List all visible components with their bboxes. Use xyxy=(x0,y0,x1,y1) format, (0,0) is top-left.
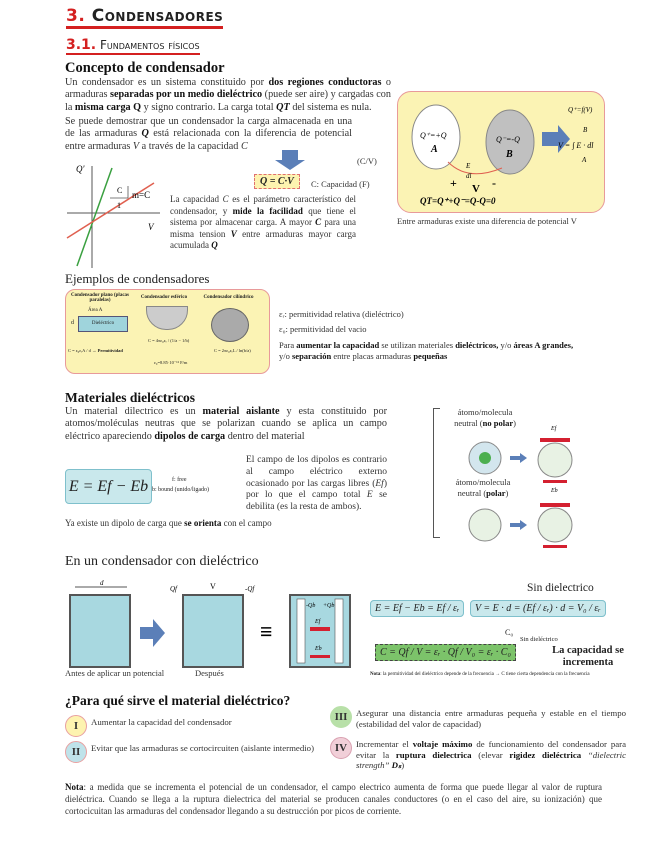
chapter-heading xyxy=(66,6,223,29)
c-label: C xyxy=(117,186,123,195)
y-axis-label: Q' xyxy=(76,164,85,174)
text-run: misma carga Q xyxy=(74,101,142,113)
bound-neg-layer xyxy=(297,599,305,663)
eb-label: Eb xyxy=(315,646,322,652)
eps-r-note: εᵣ: permitividad relativa (dieléctrico) xyxy=(279,309,404,319)
text-run: El campo de los dipolos es contrario al campo eléctrico externo ocasionado por las cargas libres ( xyxy=(246,455,387,489)
section-heading xyxy=(66,38,200,55)
c0-label: C₀ xyxy=(505,628,514,637)
sphere-figure xyxy=(146,306,188,330)
text-run: polar xyxy=(486,487,506,498)
text-run: dipolos de carga xyxy=(154,430,226,442)
con-dielectrico-title: En un condensador con dieléctrico xyxy=(65,554,259,569)
text-run: (puede ser aire) y cargadas con la xyxy=(65,89,391,113)
eps0-value: ε₀=8.85·10⁻¹² F/m xyxy=(154,360,188,365)
ef-label: Ef xyxy=(551,426,557,432)
plane-formula xyxy=(68,348,123,353)
text-run: Nota xyxy=(65,782,84,792)
right-arrow-icon xyxy=(140,619,165,647)
capacity-increase-label: La capacidad se incrementa xyxy=(552,645,624,668)
eq-voltage xyxy=(470,603,606,614)
text-run: no polar xyxy=(482,417,514,428)
armaduras-caption: Entre armaduras existe una diferencia de potencial V xyxy=(397,216,577,226)
field-formula: E = Ef − Eb xyxy=(65,469,152,504)
use-item-text xyxy=(356,708,626,729)
sin-dielectrico-small: Sin dieléctrico xyxy=(520,636,558,643)
text-run: C xyxy=(222,194,229,204)
spherical-capacitor-label: Condensador esférico xyxy=(140,295,188,300)
text-run: : a medida que se incrementa el potencial de un condensador, el campo electrico aumenta de forma que puede llegar al valor de ruptura dieléctrica. Cuando se llega a la ruptura dielectrica del material se producen canales conductores (o en el caso del aire, su ionización) que cortocicuitan las armaduras del condensador llegando a su destrucción por picos de corriente. xyxy=(65,782,602,816)
text-run: pequeñas xyxy=(413,350,448,361)
charge-b-label: Q⁻=-Q xyxy=(496,135,520,144)
cylinder-formula: C = 2πε₀εᵣL / ln(b/a) xyxy=(214,348,251,353)
eb-arrow xyxy=(543,480,567,483)
bound-note: b: bound (unido/ligado) xyxy=(152,487,209,493)
text-run: de funcionamiento del condensador para evitar la xyxy=(356,739,626,760)
materiales-title: Materiales dieléctricos xyxy=(65,390,196,405)
oriented-polar-atom xyxy=(538,508,572,542)
text-run: Incrementar el xyxy=(356,739,413,749)
q-cv-formula: Q = C·V xyxy=(254,174,300,189)
plane-formula-text: C = ε₀εᵣA / d xyxy=(68,348,91,353)
text-run: ) xyxy=(513,417,516,428)
polar-atom xyxy=(469,509,501,541)
text-run: entre placas armaduras xyxy=(331,350,414,361)
x-axis-label: V xyxy=(148,222,154,232)
roman-numeral-badge: I xyxy=(65,715,87,737)
text-run: átomo/molecula neutral ( xyxy=(455,477,511,498)
materiales-para-2 xyxy=(246,455,387,514)
a-label: A xyxy=(431,144,438,155)
free-note: f: free xyxy=(172,477,187,483)
e-label: E xyxy=(466,162,471,170)
text-run: ruptura dielectrica xyxy=(395,749,472,760)
note-text: : la permitividad del dieléctrico depende de la frecuencia → C tiene cierta dependencia con la frecuencia xyxy=(380,672,590,677)
chapter-number: 3. xyxy=(66,6,86,26)
text-run: dos regiones conductoras xyxy=(268,77,382,88)
section-title: Fundamentos físicos xyxy=(99,38,200,52)
text-run: y/o xyxy=(498,340,514,350)
text-run: dentro del material xyxy=(225,430,305,442)
polarized-atom xyxy=(538,443,572,477)
text-run: que tiene el sistema por almacenar carga. A mayor xyxy=(170,205,356,227)
total-charge-label: QT=Q⁺+Q⁻=Q-Q=0 xyxy=(420,196,496,206)
text-run: se utilizan materiales xyxy=(379,340,456,350)
charge-a-label: Q⁺=+Q xyxy=(420,131,447,140)
text-run: entre armaduras mayor carga acumulada xyxy=(170,228,356,250)
concepto-para-1 xyxy=(65,77,391,114)
qf-label: Qf xyxy=(170,585,177,593)
text-run: Q xyxy=(141,128,149,140)
section-number: 3.1. xyxy=(66,37,97,53)
eq-field-text: E = Ef − Eb = Ef / εᵣ xyxy=(370,600,464,617)
ef-arrow-2 xyxy=(540,503,570,507)
armaduras-diagram xyxy=(397,91,605,213)
d-label: d xyxy=(71,320,74,326)
text-run: mide la facilidad xyxy=(232,205,303,216)
roman-numeral-badge: III xyxy=(330,706,352,728)
nucleus xyxy=(479,452,491,464)
before-caption: Antes de aplicar un potencial xyxy=(65,668,165,678)
bracket xyxy=(433,408,440,538)
text-run: E xyxy=(366,490,373,501)
d-label: d xyxy=(100,579,104,587)
text-run: ) por lo que el campo total xyxy=(246,478,387,501)
text-run: Se puede demostrar que un condensador la carga almacenada en una de las armaduras xyxy=(65,116,352,140)
text-run: Evitar que las armaduras se cortocircuiten (aislante intermedio) xyxy=(91,743,315,753)
green-line xyxy=(77,168,112,266)
frequency-note xyxy=(370,672,590,677)
text-run: y signo contrario. La carga total xyxy=(141,101,277,113)
text-run: Asegurar una distancia entre armaduras pequeña y estable en el tiempo (estabilidad del valor de capacidad) xyxy=(356,708,626,729)
ef-label: Ef xyxy=(315,619,321,625)
text-run: está relacionada con la diferencia de potencial entre armaduras xyxy=(65,128,352,152)
v-label: V xyxy=(472,183,480,195)
text-run: separación xyxy=(292,350,332,361)
units-label: (C/V) xyxy=(357,156,377,166)
text-run: o armaduras xyxy=(65,77,391,101)
equivalence-sign: ≡ xyxy=(260,619,273,644)
text-run: con el campo xyxy=(221,518,272,528)
text-run: Ya existe un dipolo de carga que xyxy=(65,518,185,528)
cylinder-figure xyxy=(211,308,249,342)
eq-capacity-text: C = Qf / V = εᵣ · Qf / V₀ = εᵣ · C₀ xyxy=(375,644,516,661)
uses-title: ¿Para qué sirve el material dieléctrico? xyxy=(65,693,291,708)
text-run: material aislante xyxy=(202,406,280,417)
text-run: QT xyxy=(276,101,290,113)
text-run: V xyxy=(230,228,237,239)
slope-label: m=C xyxy=(132,190,151,200)
text-run: y esta constituido por atomos/moléculas neutras que se polarizan cuando se aplica un campo eléctrico apareciendo xyxy=(65,406,387,442)
concepto-para-3 xyxy=(170,194,356,252)
text-run: Un material dilectrico es un xyxy=(65,406,203,417)
text-run: áreas A grandes, xyxy=(513,340,574,350)
text-run: (elevar xyxy=(471,749,510,760)
ef-arrow xyxy=(540,438,570,442)
text-run: V xyxy=(132,140,140,152)
text-run: Un condensador es un sistema constituido por xyxy=(65,77,269,88)
eb-arrow-2 xyxy=(543,545,567,548)
after-caption: Después xyxy=(195,668,224,678)
integral-top-limit: B xyxy=(583,126,588,134)
text-run: Para xyxy=(279,340,297,350)
text-run: átomo/molecula neutral ( xyxy=(454,407,513,428)
roman-numeral-badge: II xyxy=(65,741,87,763)
ejemplos-box xyxy=(65,289,270,374)
before-capacitor xyxy=(70,595,130,667)
capacitor-dielectric-figure xyxy=(65,577,365,672)
text-run: Ef xyxy=(375,478,384,489)
integral-bottom-limit: A xyxy=(582,156,587,164)
down-arrow-icon xyxy=(282,150,298,160)
eq-voltage-text: V = E · d = (Ef / εᵣ) · d = V₀ / εᵣ xyxy=(470,600,606,617)
neg-qb-label: -Qb xyxy=(306,603,316,609)
neg-qf-label: -Qf xyxy=(245,585,255,593)
use-item-text xyxy=(91,717,351,728)
text-run: se orienta xyxy=(184,518,222,528)
plane-capacitor-label: Condensador plano (placas paralelas) xyxy=(71,293,129,303)
atom-polarization-figure xyxy=(455,410,590,550)
text-run: Dₛ xyxy=(391,760,402,770)
capacity-label: C: Capacidad (F) xyxy=(311,179,370,189)
text-run: para una misma tension xyxy=(170,217,357,239)
v-label: V xyxy=(210,582,216,591)
text-run: a través de la capacidad xyxy=(139,140,241,152)
text-run: del sistema es nula. xyxy=(289,101,372,113)
q-v-graph xyxy=(62,158,162,270)
concepto-para-2 xyxy=(65,116,352,153)
eb-label: Eb xyxy=(551,488,558,494)
plane-capacitor-figure: Dieléctrico xyxy=(78,316,128,332)
ejemplos-para xyxy=(279,340,579,361)
arrow-icon-2 xyxy=(510,520,527,530)
integral-formula: V = ∫ E · dl xyxy=(558,141,594,150)
arrow-icon xyxy=(510,453,527,463)
ejemplos-title: Ejemplos de condensadores xyxy=(65,271,210,286)
text-run: “dielectric strength” xyxy=(356,749,626,770)
text-run: Q xyxy=(211,240,218,250)
bound-pos-layer xyxy=(335,599,343,663)
eb-arrow xyxy=(310,655,330,658)
minus-label: - xyxy=(492,176,496,190)
cylindrical-capacitor-label: Condensador cilíndrico xyxy=(203,295,254,300)
b-label: B xyxy=(506,149,513,160)
eq-capacity xyxy=(375,647,516,658)
armaduras-svg xyxy=(398,92,604,212)
area-label: Área A xyxy=(88,308,103,313)
eps-0-note: ε₀: permitividad del vacio xyxy=(279,324,367,334)
after-capacitor xyxy=(183,595,243,667)
chapter-title: Condensadores xyxy=(91,6,224,26)
text-run: dieléctricos, xyxy=(455,340,499,350)
text-run: ) xyxy=(401,760,405,770)
one-label: 1 xyxy=(117,201,121,210)
roman-numeral-badge: IV xyxy=(330,737,352,759)
note-label: Nota xyxy=(370,672,381,677)
text-run: aumentar la capacidad xyxy=(296,340,380,350)
use-item-text xyxy=(356,739,626,771)
plus-label: + xyxy=(450,176,457,190)
down-arrow-head-icon xyxy=(275,160,305,170)
sphere-formula: C = 4πε₀εᵣ / (1/a − 1/b) xyxy=(148,338,190,343)
ef-arrow xyxy=(310,627,330,631)
pos-qb-label: +Qb xyxy=(323,603,335,609)
text-run: se debilita (es la resta de ambos). xyxy=(246,490,387,513)
q-function-label: Q⁺=f(V) xyxy=(568,106,593,114)
text-run: ) xyxy=(505,487,509,498)
permitivity-label: → Permitividad xyxy=(92,348,123,353)
concepto-title: Concepto de condensador xyxy=(65,60,225,76)
text-run: separadas por un medio dieléctrico xyxy=(110,89,263,101)
dl-label: dl xyxy=(466,172,472,180)
use-item-text xyxy=(91,743,351,754)
text-run: es el parámetro característico del condensador, y xyxy=(170,194,357,216)
nota-paragraph xyxy=(65,782,602,817)
text-run: C xyxy=(315,217,322,227)
materiales-para-3 xyxy=(65,518,272,529)
text-run: rigidez dieléctrica xyxy=(509,749,582,760)
eq-field xyxy=(370,603,464,614)
text-run: C xyxy=(240,140,248,152)
sin-dielectrico-label: Sin dielectrico xyxy=(527,582,594,594)
materiales-para-1 xyxy=(65,406,387,443)
text-run: voltaje máximo xyxy=(412,739,473,749)
text-run: La capacidad xyxy=(170,194,223,204)
text-run: Aumentar la capacidad del condensador xyxy=(91,717,232,727)
text-run: y/o xyxy=(279,350,292,361)
